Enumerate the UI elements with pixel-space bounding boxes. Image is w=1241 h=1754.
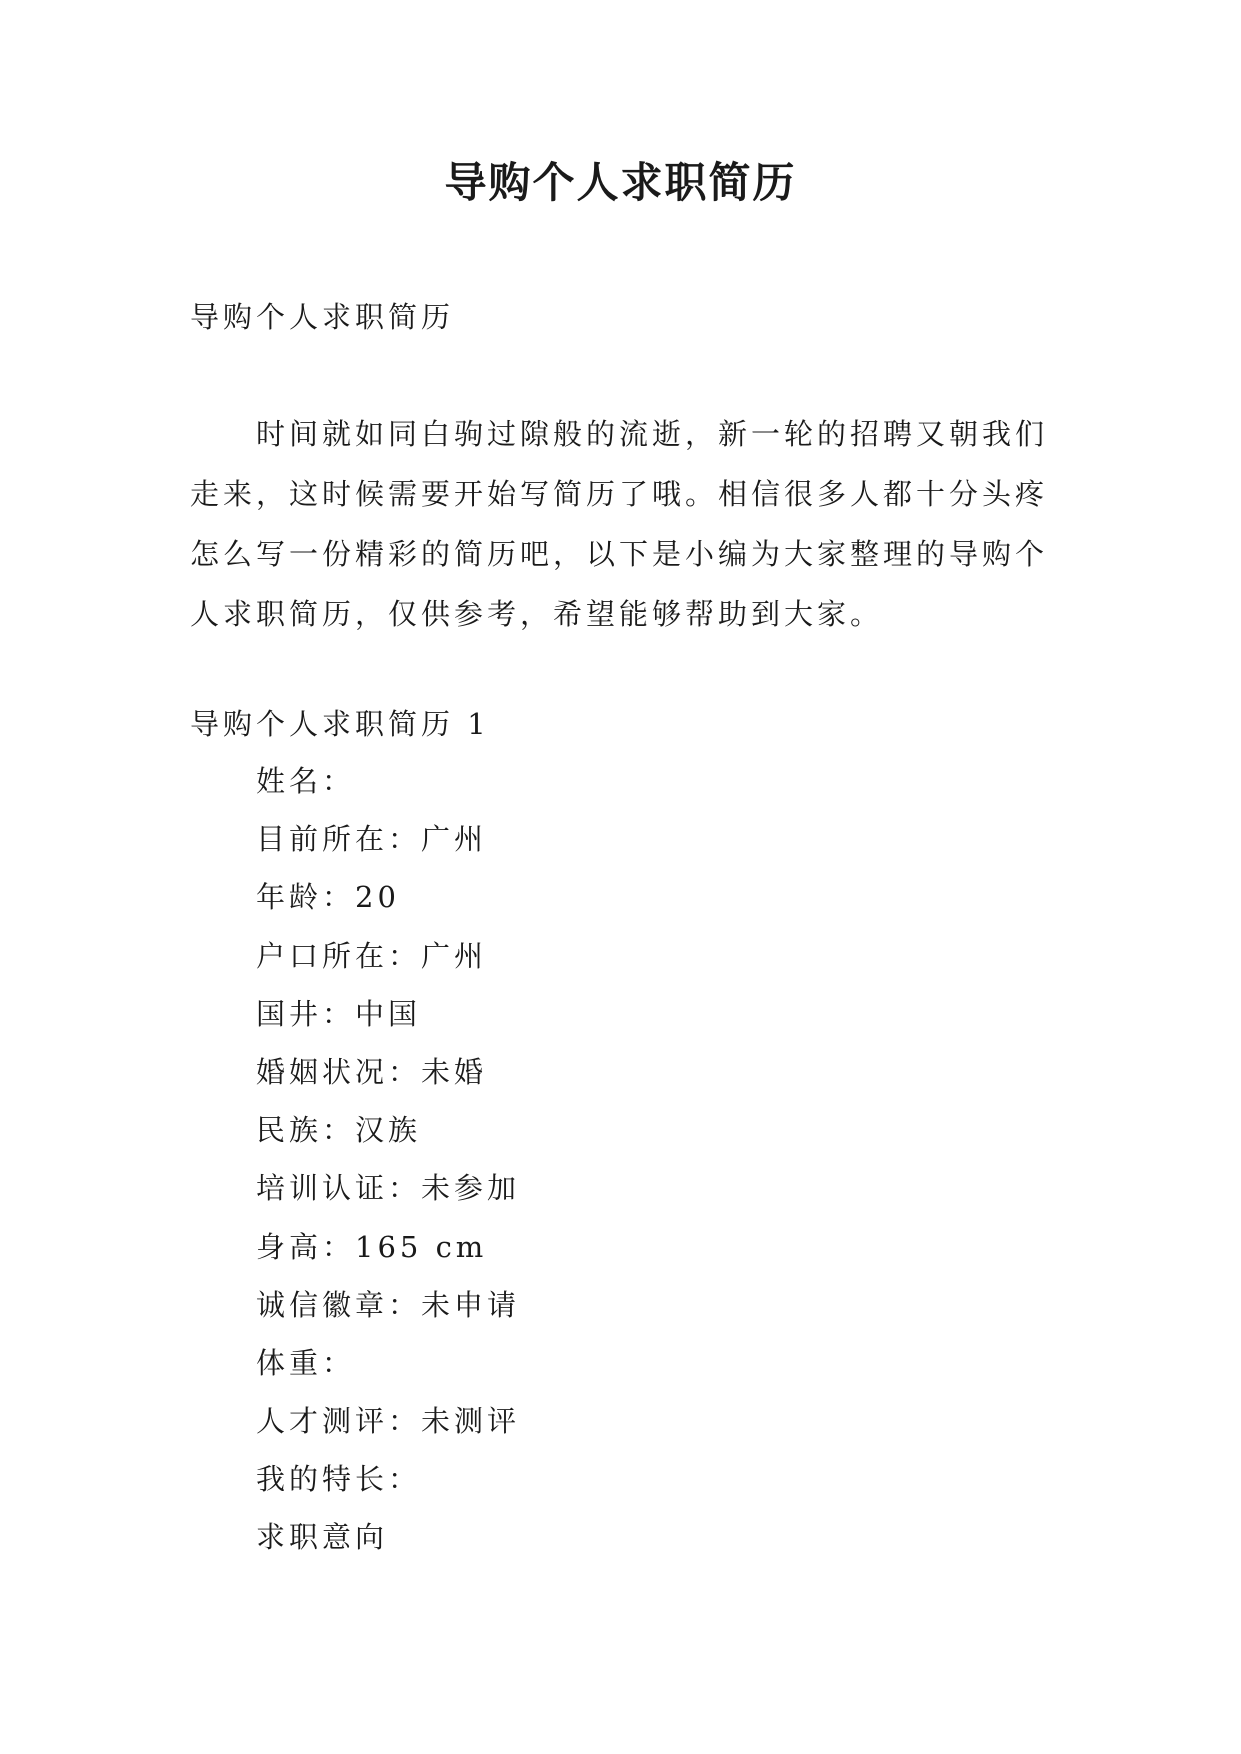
field-training-certification: 培训认证：未参加	[256, 1171, 521, 1206]
field-ethnicity: 民族：汉族	[256, 1113, 422, 1148]
field-age: 年龄：20	[256, 880, 400, 915]
intro-line: 人求职简历，仅供参考，希望能够帮助到大家。	[190, 597, 884, 631]
intro-paragraph	[190, 404, 1060, 644]
field-household-registration: 户口所在：广州	[256, 938, 488, 973]
field-current-location: 目前所在：广州	[256, 822, 488, 857]
field-talent-assessment: 人才测评：未测评	[256, 1404, 521, 1439]
intro-line: 时间就如同白驹过隙般的流逝，新一轮的招聘又朝我们	[256, 417, 1049, 451]
intro-line: 走来，这时候需要开始写简历了哦。相信很多人都十分头疼	[190, 477, 1049, 511]
field-job-intention: 求职意向	[256, 1520, 389, 1555]
resume-field-list	[256, 752, 520, 1567]
field-specialties: 我的特长：	[256, 1462, 422, 1497]
field-marital-status: 婚姻状况：未婚	[256, 1054, 488, 1089]
document-subtitle: 导购个人求职简历	[190, 300, 455, 334]
document-title: 导购个人求职简历	[444, 158, 797, 207]
field-weight: 体重：	[256, 1345, 356, 1380]
field-integrity-badge: 诚信徽章：未申请	[256, 1287, 521, 1322]
field-nationality: 国井：中国	[256, 996, 422, 1031]
field-height: 身高：165 cm	[256, 1229, 488, 1264]
resume-section-title: 导购个人求职简历 1	[190, 707, 490, 741]
field-name: 姓名：	[256, 764, 356, 798]
intro-line: 怎么写一份精彩的简历吧，以下是小编为大家整理的导购个	[190, 537, 1049, 571]
